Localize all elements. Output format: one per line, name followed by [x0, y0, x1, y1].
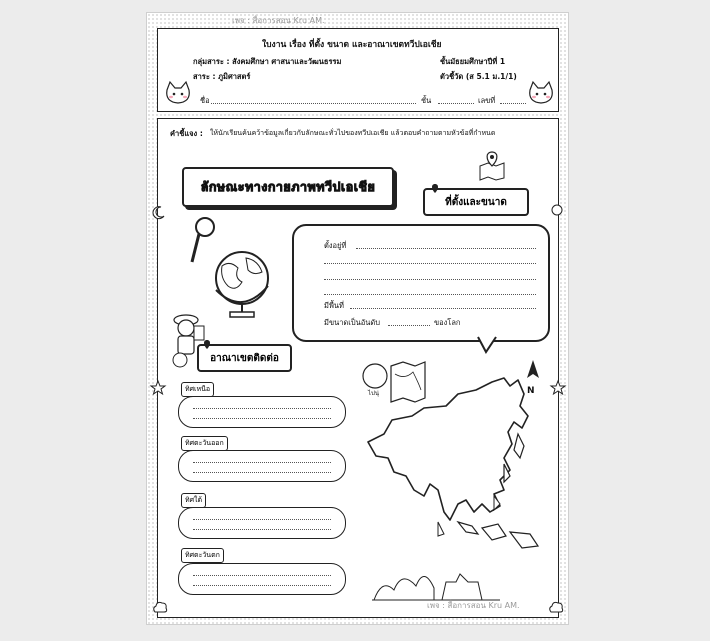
pin-icon	[431, 184, 439, 194]
header-credit: เพจ : สื่อการสอน Kru AM.	[232, 16, 325, 25]
compass-n: N	[527, 386, 535, 396]
east-line-2[interactable]	[193, 472, 331, 473]
bubble-tail	[478, 336, 500, 356]
north-line-1[interactable]	[193, 408, 331, 409]
banner-title: ลักษณะทางกายภาพทวีปเอเชีย	[182, 167, 394, 207]
located-field-line-3[interactable]	[324, 279, 536, 280]
number-field[interactable]	[500, 103, 526, 104]
west-answer-box[interactable]	[178, 563, 346, 595]
south-line-1[interactable]	[193, 519, 331, 520]
name-label: ชื่อ	[200, 96, 210, 105]
worksheet-title: ใบงาน เรื่อง ที่ตั้ง ขนาด และอาณาเขตทวีปเอเชีย	[262, 40, 442, 50]
north-label: ทิศเหนือ	[181, 382, 214, 397]
class-field[interactable]	[438, 103, 474, 104]
of-world-label: ของโลก	[434, 318, 461, 327]
location-section-title: ที่ตั้งและขนาด	[423, 188, 529, 216]
south-line-2[interactable]	[193, 529, 331, 530]
number-label: เลขที่	[478, 96, 496, 105]
territory-section-title: อาณาเขตติดต่อ	[197, 344, 292, 372]
asia-map	[354, 372, 554, 570]
east-line-1[interactable]	[193, 462, 331, 463]
west-line-2[interactable]	[193, 585, 331, 586]
star-icon	[550, 380, 566, 396]
sun-icon	[549, 202, 565, 218]
located-field-line-4[interactable]	[324, 294, 536, 295]
north-line-2[interactable]	[193, 418, 331, 419]
cat-mascot-icon	[163, 80, 193, 106]
globe-icon	[208, 246, 280, 320]
cat-mascot-icon	[526, 80, 556, 106]
subject-group: กลุ่มสาระ : สังคมศึกษา ศาสนาและวัฒนธรรม	[193, 57, 342, 66]
class-label: ชั้น	[421, 96, 432, 105]
cloud-icon	[548, 600, 564, 614]
name-field[interactable]	[211, 103, 416, 104]
size-rank-label: มีขนาดเป็นอันดับ	[324, 318, 380, 327]
located-field[interactable]	[356, 248, 536, 249]
west-line-1[interactable]	[193, 575, 331, 576]
indicator: ตัวชี้วัด (ส 5.1 ม.1/1)	[440, 72, 517, 81]
instructions-label: คำชี้แจง :	[170, 129, 203, 138]
star-icon	[150, 380, 166, 396]
moon-icon	[151, 206, 165, 220]
area-field[interactable]	[350, 308, 536, 309]
west-label: ทิศตะวันตก	[181, 548, 224, 563]
map-sticker-label: ไปนุ่	[368, 390, 379, 397]
located-field-line-2[interactable]	[324, 263, 536, 264]
footer-credit: เพจ : สื่อการสอน Kru AM.	[427, 601, 520, 610]
south-answer-box[interactable]	[178, 507, 346, 539]
landmarks-icon	[372, 560, 502, 604]
instructions-text: ให้นักเรียนค้นคว้าข้อมูลเกี่ยวกับลักษณะทั่วไปของทวีปเอเชีย แล้วตอบคำถามตามหัวข้อที่กำหนด	[210, 129, 496, 137]
south-label: ทิศใต้	[181, 493, 206, 508]
located-label: ตั้งอยู่ที่	[324, 241, 347, 250]
map-pin-icon	[478, 150, 506, 180]
area-label: มีพื้นที่	[324, 301, 344, 310]
north-answer-box[interactable]	[178, 396, 346, 428]
east-answer-box[interactable]	[178, 450, 346, 482]
pin-icon	[203, 340, 211, 350]
subject-strand: สาระ : ภูมิศาสตร์	[193, 72, 251, 81]
east-label: ทิศตะวันออก	[181, 436, 228, 451]
grade-level: ชั้นมัธยมศึกษาปีที่ 1	[440, 57, 506, 66]
size-rank-field[interactable]	[388, 325, 430, 326]
cloud-icon	[152, 600, 168, 614]
